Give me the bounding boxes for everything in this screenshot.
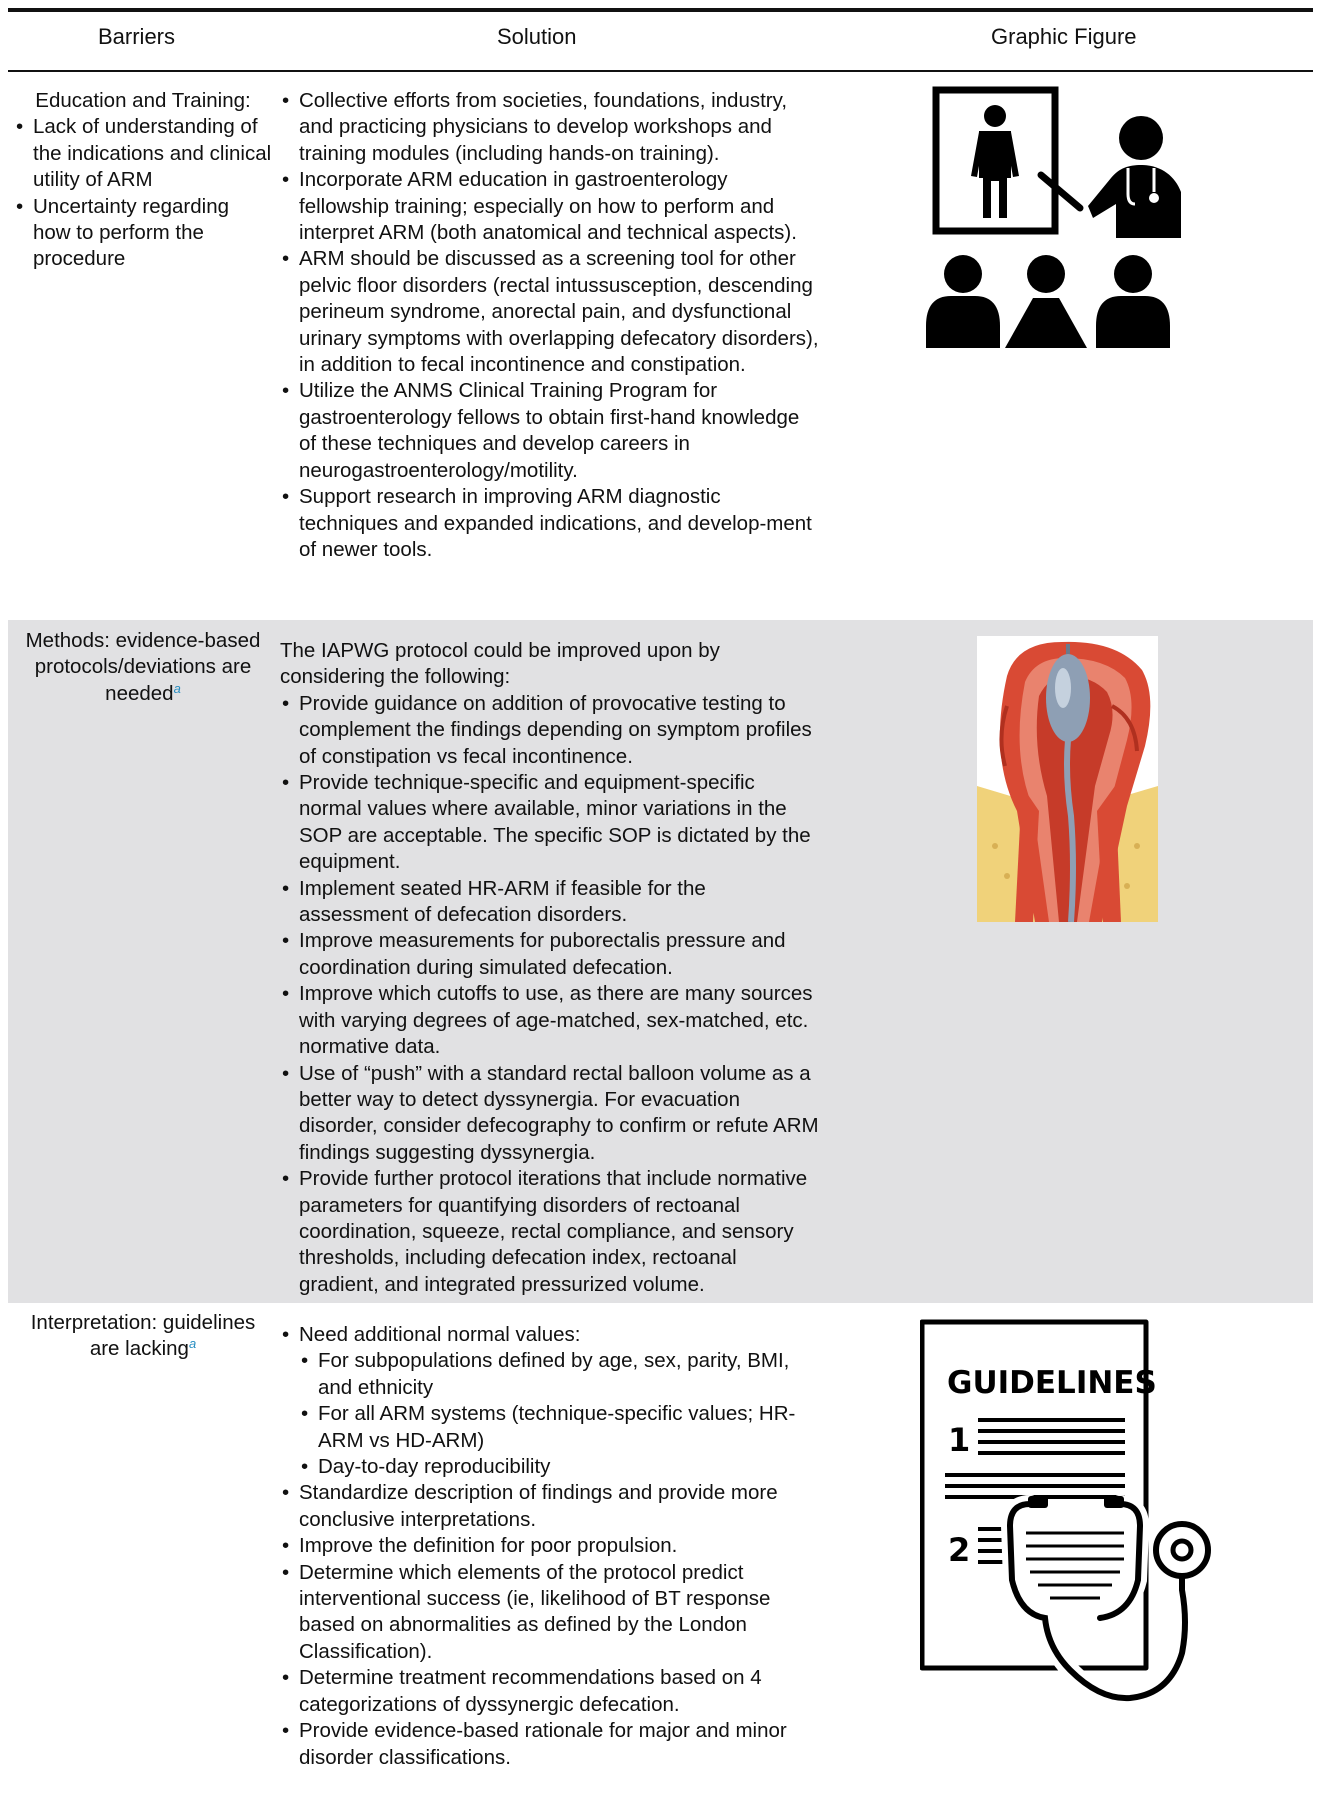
barrier-text: Interpretation: guidelines are lacking [30,1311,256,1361]
guidelines-title: GUIDELINES [947,1365,1157,1401]
rectal-balloon-catheter-illustration [977,636,1158,922]
solution-cell [280,88,820,563]
list-item: • Implement seated HR-ARM if feasible for the assessment of defecation disorders. [280,876,820,929]
list-item: • For subpopulations defined by age, sex, parity, BMI, and ethnicity [299,1348,820,1401]
list-item: • Provide technique-specific and equipment-specific normal values where available, minor variations in the SOP are acceptable. The specific SOP is dictated by the equipment. [280,770,820,876]
solution-list [280,88,820,563]
list-item: • Improve measurements for puborectalis pressure and coordination during simulated defecation. [280,928,820,981]
barrier-cell [14,1310,272,1363]
list-item: • Standardize description of findings and provide more conclusive interpretations. [280,1480,820,1533]
solution-list [280,691,820,1298]
footnote-marker: a [173,680,181,696]
header-graphic-figure: Graphic Figure [991,24,1137,49]
list-item: • Collective efforts from societies, foundations, industry, and practicing physicians to develop workshops and training modules (including hands-on training). [280,88,820,167]
header-barriers: Barriers [98,24,176,49]
list-item: • Determine which elements of the protocol predict interventional success (ie, likelihood of BT response based on abnormalities as defined by the London Classification). [280,1560,820,1666]
list-item: • Incorporate ARM education in gastroenterology fellowship training; especially on how to perform and interpret ARM (both anatomical and technical aspects). [280,167,820,246]
list-item: • Determine treatment recommendations based on 4 categorizations of dyssynergic defecation. [280,1665,820,1718]
guidelines-number-1: 1 [948,1421,971,1459]
guidelines-stethoscope-icon [920,1318,1260,1713]
solution-cell [280,1322,820,1771]
list-item [280,1322,820,1480]
list-item: • Utilize the ANMS Clinical Training Program for gastroenterology fellows to obtain first-hand knowledge of these techniques and develop careers in neurogastroenterology/motility. [280,378,820,484]
table-row-interpretation [8,1306,1313,1806]
barrier-cell [14,628,272,707]
barrier-title: Education and Training: [35,89,251,112]
list-item: • Provide guidance on addition of provocative testing to complement the findings depending on symptom profiles of constipation vs fecal incontinence. [280,691,820,770]
list-item: • Provide evidence-based rationale for major and minor disorder classifications. [280,1718,820,1771]
list-item: • For all ARM systems (technique-specific values; HR-ARM vs HD-ARM) [299,1401,820,1454]
list-item: • Uncertainty regarding how to perform the procedure [14,194,272,273]
solution-cell [280,638,820,1298]
list-item: • Lack of understanding of the indications and clinical utility of ARM [14,114,272,193]
list-item: • Improve which cutoffs to use, as there are many sources with varying degrees of age-matched, sex-matched, etc. normative data. [280,981,820,1060]
list-item: • Use of “push” with a standard rectal balloon volume as a better way to detect dyssynergia. For evacuation disorder, consider defecography to confirm or refute ARM findings suggesting dyssynergia. [280,1061,820,1167]
barrier-text: Methods: evidence-based protocols/deviations are needed [25,629,261,705]
footnote-marker: a [188,1336,197,1352]
table-row-education [8,76,1313,616]
solution-list [280,1322,820,1771]
list-item: • Day-to-day reproducibility [299,1454,820,1480]
guidelines-number-2: 2 [948,1531,971,1569]
table-top-rule [8,8,1313,12]
solution-lead: Need additional normal values: [299,1323,581,1346]
solution-intro: The IAPWG protocol could be improved upon by considering the following: [280,639,720,689]
list-item: • Support research in improving ARM diagnostic techniques and expanded indications, and develop-ment of newer tools. [280,484,820,563]
list-item: • ARM should be discussed as a screening tool for other pelvic floor disorders (rectal intussusception, descending perineum syndrome, anorectal pain, and dysfunctional urinary symptoms with overlapping defecatory disorders), in addition to fecal incontinence and constipation. [280,246,820,378]
barrier-list [14,114,272,272]
table-row-methods [8,620,1313,1303]
solution-sublist [299,1348,820,1480]
list-item: • Improve the definition for poor propulsion. [280,1533,820,1559]
classroom-teaching-icon [923,86,1243,396]
header-solution: Solution [497,24,577,49]
list-item: • Provide further protocol iterations that include normative parameters for quantifying disorders of rectoanal coordination, squeeze, rectal compliance, and sensory thresholds, including defecation index, rectoanal gradient, and integrated pressurized volume. [280,1166,820,1298]
barrier-cell [14,88,272,273]
table-header-rule [8,70,1313,72]
